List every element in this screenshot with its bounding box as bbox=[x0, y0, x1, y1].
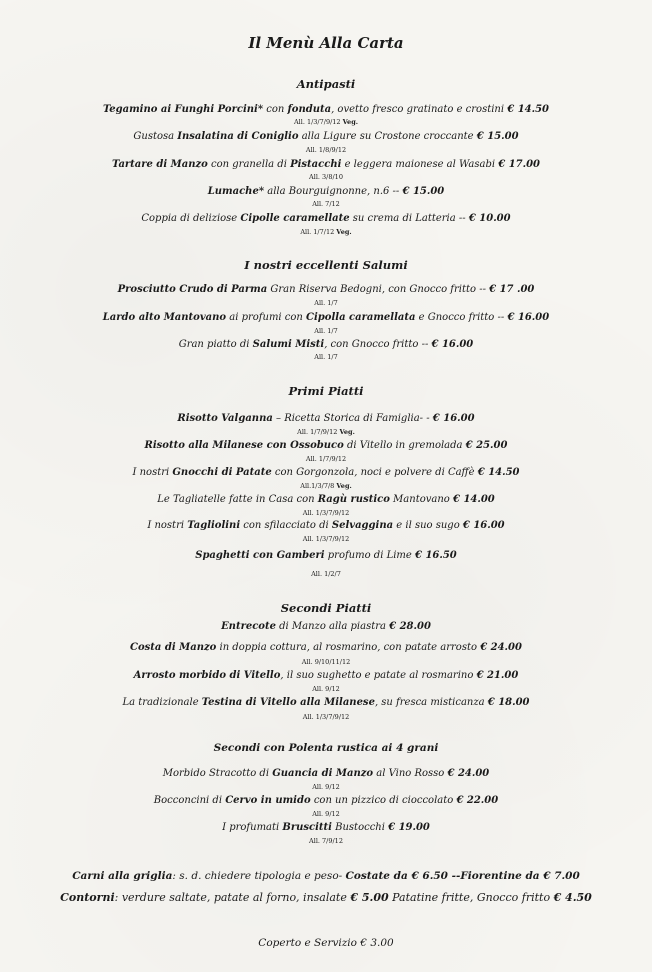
allergens: All. 1/3/7/9/12 Veg. bbox=[293, 118, 358, 126]
footer-coperto: Coperto e Servizio € 3.00 bbox=[258, 937, 394, 949]
allergens: All. 9/12 bbox=[312, 783, 340, 791]
allergens: All. 1/7/9/12 Veg. bbox=[297, 428, 355, 436]
allergens: All. 1/8/9/12 bbox=[305, 146, 347, 154]
menu-item-salumi-misti: Gran piatto di Salumi Misti, con Gnocco fritto -- € 16.00 bbox=[178, 339, 474, 350]
allergens: All. 3/8/10 bbox=[309, 173, 343, 181]
menu-item-tegamino: Tegamino ai Funghi Porcini* con fonduta, ovetto fresco gratinato e crostini € 14.50 bbox=[102, 104, 550, 115]
menu-item-cipolle: Coppia di deliziose Cipolle caramellate su crema di Latteria -- € 10.00 bbox=[141, 213, 511, 224]
allergens: All. 1/3/7/9/12 bbox=[302, 535, 350, 543]
allergens: All. 1/7/9/12 bbox=[305, 455, 347, 463]
allergens: All. 1/7 bbox=[314, 353, 338, 361]
allergens: All.1/3/7/8 Veg. bbox=[300, 482, 352, 490]
allergens: All. 7/12 bbox=[312, 200, 340, 208]
allergens: All. 9/12 bbox=[312, 810, 340, 818]
section-secondi: Secondi Piatti bbox=[280, 601, 372, 615]
menu-item-risotto-valganna: Risotto Valganna – Ricetta Storica di Famiglia- - € 16.00 bbox=[177, 413, 475, 424]
menu-item-gnocchi: I nostri Gnocchi di Patate con Gorgonzola, noci e polvere di Caffè € 14.50 bbox=[132, 467, 520, 478]
menu-item-arrosto-vitello: Arrosto morbido di Vitello, il suo sughetto e patate al rosmarino € 21.00 bbox=[133, 670, 519, 681]
menu-item-lardo: Lardo alto Mantovano ai profumi con Cipolla caramellata e Gnocco fritto -- € 16.00 bbox=[102, 312, 550, 323]
page-title: Il Menù Alla Carta bbox=[248, 34, 404, 52]
section-salumi: I nostri eccellenti Salumi bbox=[244, 258, 408, 272]
allergens: All. 1/7 bbox=[314, 327, 338, 335]
menu-item-costa-manzo: Costa di Manzo in doppia cottura, al rosmarino, con patate arrosto € 24.00 bbox=[130, 642, 522, 653]
menu-item-tagliatelle: Le Tagliatelle fatte in Casa con Ragù rustico Mantovano € 14.00 bbox=[157, 494, 495, 505]
allergens: All. 7/9/12 bbox=[309, 837, 343, 845]
allergens: All. 1/7 bbox=[314, 299, 338, 307]
menu-item-bruscitti: I profumati Bruscitti Bustocchi € 19.00 bbox=[222, 822, 430, 833]
allergens: All. 1/7/12 Veg. bbox=[300, 228, 352, 236]
menu-item-prosciutto: Prosciutto Crudo di Parma Gran Riserva Bedogni, con Gnocco fritto -- € 17 .00 bbox=[117, 284, 535, 295]
footer-contorni: Contorni: verdure saltate, patate al forno, insalate € 5.00 Patatine fritte, Gnocco fritto € 4.50 bbox=[60, 891, 592, 904]
section-polenta: Secondi con Polenta rustica ai 4 grani bbox=[213, 742, 439, 754]
menu-item-tartare: Tartare di Manzo con granella di Pistacchi e leggera maionese al Wasabi € 17.00 bbox=[111, 159, 541, 170]
menu-item-risotto-milanese: Risotto alla Milanese con Ossobuco di Vitello in gremolada € 25.00 bbox=[144, 440, 508, 451]
menu-item-spaghetti: Spaghetti con Gamberi profumo di Lime € 16.50 bbox=[195, 550, 457, 561]
menu-item-tagliolini: I nostri Tagliolini con sfilacciato di Selvaggina e il suo sugo € 16.00 bbox=[147, 520, 505, 531]
footer-griglia: Carni alla griglia: s. d. chiedere tipologia e peso- Costate da € 6.50 --Fiorentine da € 7.00 bbox=[72, 870, 580, 882]
menu-item-insalatina: Gustosa Insalatina di Coniglio alla Ligure su Crostone croccante € 15.00 bbox=[133, 131, 519, 142]
section-antipasti: Antipasti bbox=[296, 77, 356, 91]
menu-item-testina: La tradizionale Testina di Vitello alla Milanese, su fresca misticanza € 18.00 bbox=[122, 697, 530, 708]
allergens: All. 1/2/7 bbox=[311, 570, 341, 578]
allergens: All. 1/3/7/9/12 bbox=[302, 509, 350, 517]
menu-item-stracotto: Morbido Stracotto di Guancia di Manzo al Vino Rosso € 24.00 bbox=[162, 768, 490, 779]
allergens: All. 9/10/11/12 bbox=[301, 658, 351, 666]
allergens: All. 1/3/7/9/12 bbox=[302, 713, 350, 721]
section-primi: Primi Piatti bbox=[288, 384, 364, 398]
menu-item-lumache: Lumache* alla Bourguignonne, n.6 -- € 15.00 bbox=[207, 186, 445, 197]
menu-item-entrecote: Entrecote di Manzo alla piastra € 28.00 bbox=[221, 621, 431, 632]
allergens: All. 9/12 bbox=[312, 685, 340, 693]
menu-item-cervo: Bocconcini di Cervo in umido con un pizzico di cioccolato € 22.00 bbox=[153, 795, 499, 806]
